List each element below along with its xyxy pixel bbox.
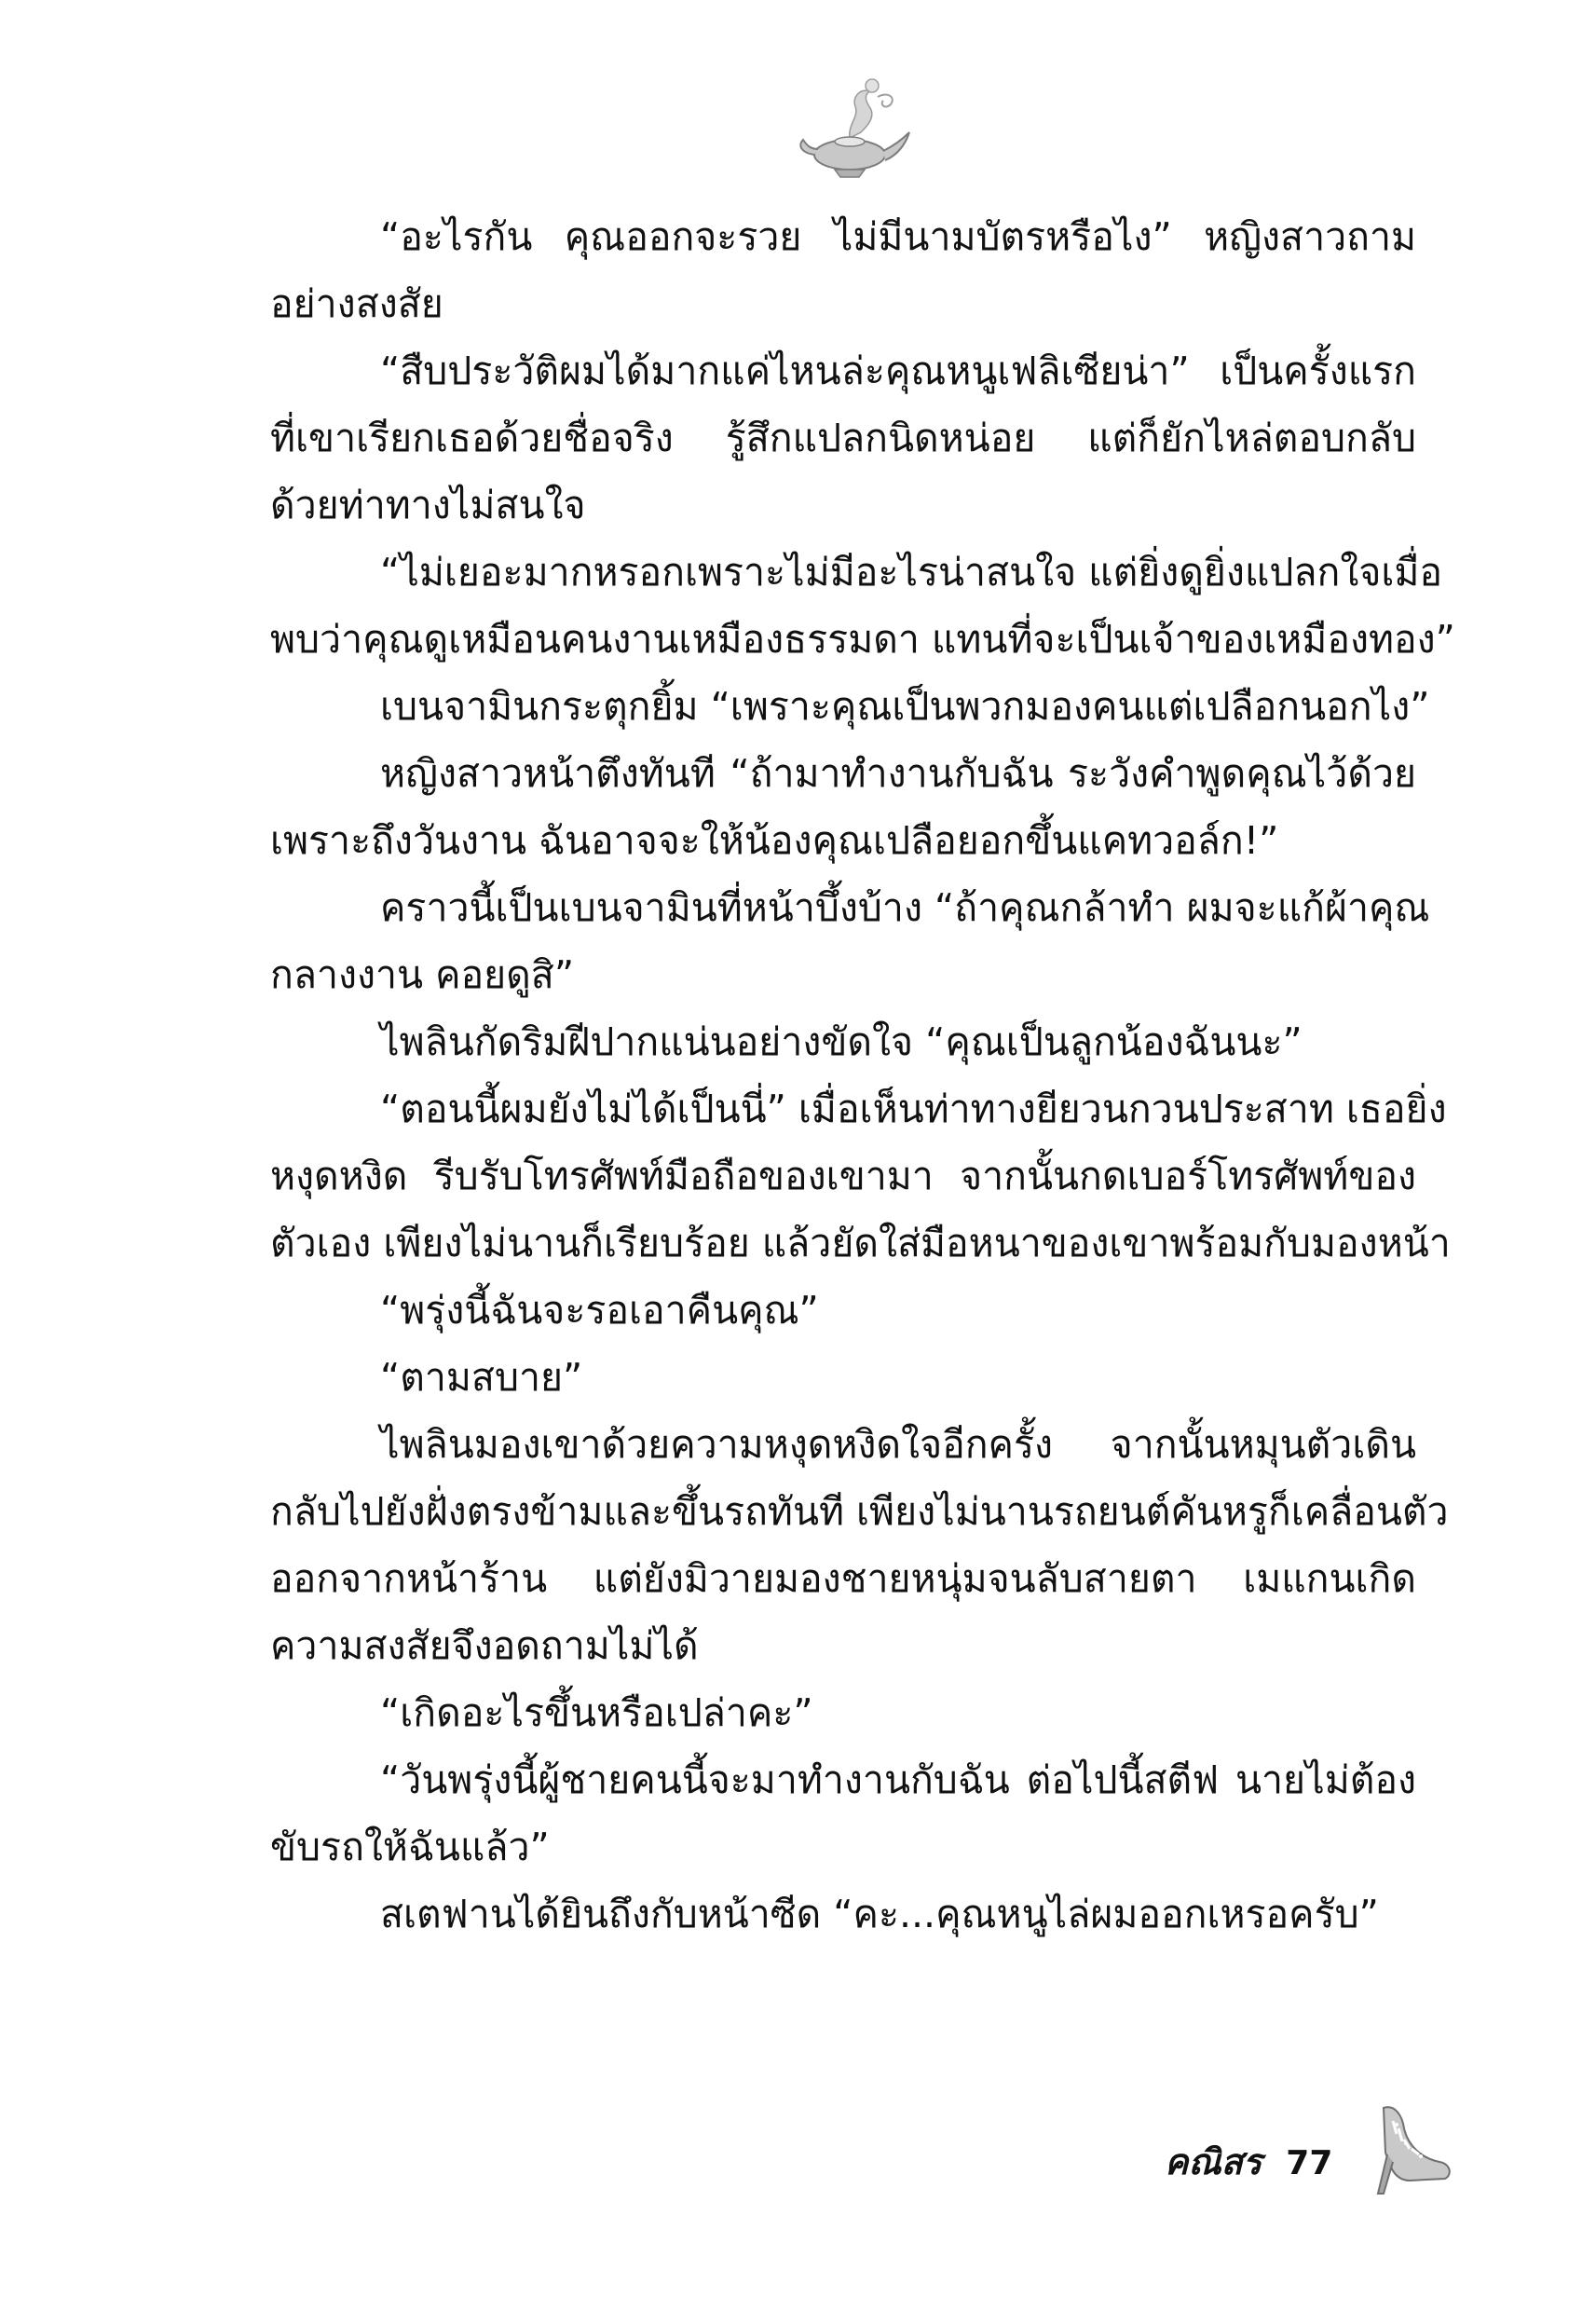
text-line: “สืบประวัติผมได้มากแค่ไหนล่ะคุณหนูเฟลิเซียน่า” เป็นครั้งแรก	[380, 349, 1416, 393]
text-line: ไพลินกัดริมฝีปากแน่นอย่างขัดใจ “คุณเป็นลูกน้องฉันนะ”	[380, 1019, 1303, 1064]
author-name: คณิสร	[1165, 2141, 1262, 2182]
text-line: “ไม่เยอะมากหรอกเพราะไม่มีอะไรน่าสนใจ แต่ยิ่งดูยิ่งแปลกใจเมื่อ	[380, 550, 1443, 595]
text-line: ไพลินมองเขาด้วยความหงุดหงิดใจอีกครั้ง จากนั้นหมุนตัวเดิน	[380, 1422, 1416, 1467]
text-line: “ตามสบาย”	[380, 1355, 583, 1400]
text-line: เบนจามินกระตุกยิ้ม “เพราะคุณเป็นพวกมองคนแต่เปลือกนอกไง”	[380, 684, 1430, 729]
text-line: หงุดหงิด รีบรับโทรศัพท์มือถือของเขามา จากนั้นกดเบอร์โทรศัพท์ของ	[270, 1154, 1416, 1198]
text-line: “พรุ่งนี้ฉันจะรอเอาคืนคุณ”	[380, 1288, 819, 1333]
text-line: กลับไปยังฝั่งตรงข้ามและขึ้นรถทันที เพียงไม่นานรถยนต์คันหรูก็เคลื่อนตัว	[270, 1489, 1449, 1534]
text-line: ขับรถให้ฉันแล้ว”	[270, 1825, 550, 1869]
text-line: อย่างสงสัย	[270, 281, 443, 326]
page-footer	[1165, 2125, 1332, 2199]
text-line: ที่เขาเรียกเธอด้วยชื่อจริง รู้สึกแปลกนิดหน่อย แต่ก็ยักไหล่ตอบกลับ	[270, 416, 1416, 460]
text-line: หญิงสาวหน้าตึงทันที “ถ้ามาทำงานกับฉัน ระวังคำพูดคุณไว้ด้วย	[380, 751, 1416, 796]
text-line: “วันพรุ่งนี้ผู้ชายคนนี้จะมาทำงานกับฉัน ต่อไปนี้สตีฟ นายไม่ต้อง	[380, 1757, 1416, 1802]
text-line: “ตอนนี้ผมยังไม่ได้เป็นนี่” เมื่อเห็นท่าทางยียวนกวนประสาท เธอยิ่ง	[380, 1087, 1447, 1131]
magic-lamp-icon	[794, 73, 915, 185]
text-line: ด้วยท่าทางไม่สนใจ	[270, 483, 586, 527]
text-line: คราวนี้เป็นเบนจามินที่หน้าบึ้งบ้าง “ถ้าคุณกล้าทำ ผมจะแก้ผ้าคุณ	[380, 885, 1430, 930]
high-heel-shoe-icon	[1356, 2097, 1458, 2199]
page-number: 77	[1286, 2144, 1333, 2182]
text-line: ความสงสัยจึงอดถามไม่ได้	[270, 1623, 699, 1668]
text-line: ออกจากหน้าร้าน แต่ยังมิวายมองชายหนุ่มจนลับสายตา เมแกนเกิด	[270, 1556, 1416, 1601]
body-text	[270, 203, 1455, 1948]
text-line: พบว่าคุณดูเหมือนคนงานเหมืองธรรมดา แทนที่จะเป็นเจ้าของเหมืองทอง”	[270, 617, 1455, 662]
text-line: กลางงาน คอยดูสิ”	[270, 952, 575, 997]
text-line: เพราะถึงวันงาน ฉันอาจจะให้น้องคุณเปลือยอกขึ้นแคทวอล์ก!”	[270, 818, 1279, 863]
text-line: “อะไรกัน คุณออกจะรวย ไม่มีนามบัตรหรือไง” หญิงสาวถาม	[380, 214, 1416, 259]
text-line: ตัวเอง เพียงไม่นานก็เรียบร้อย แล้วยัดใส่มือหนาของเขาพร้อมกับมองหน้า	[270, 1221, 1451, 1265]
text-line: “เกิดอะไรขึ้นหรือเปล่าคะ”	[380, 1690, 813, 1735]
text-line: สเตฟานได้ยินถึงกับหน้าซีด “คะ...คุณหนูไล่ผมออกเหรอครับ”	[380, 1892, 1379, 1936]
